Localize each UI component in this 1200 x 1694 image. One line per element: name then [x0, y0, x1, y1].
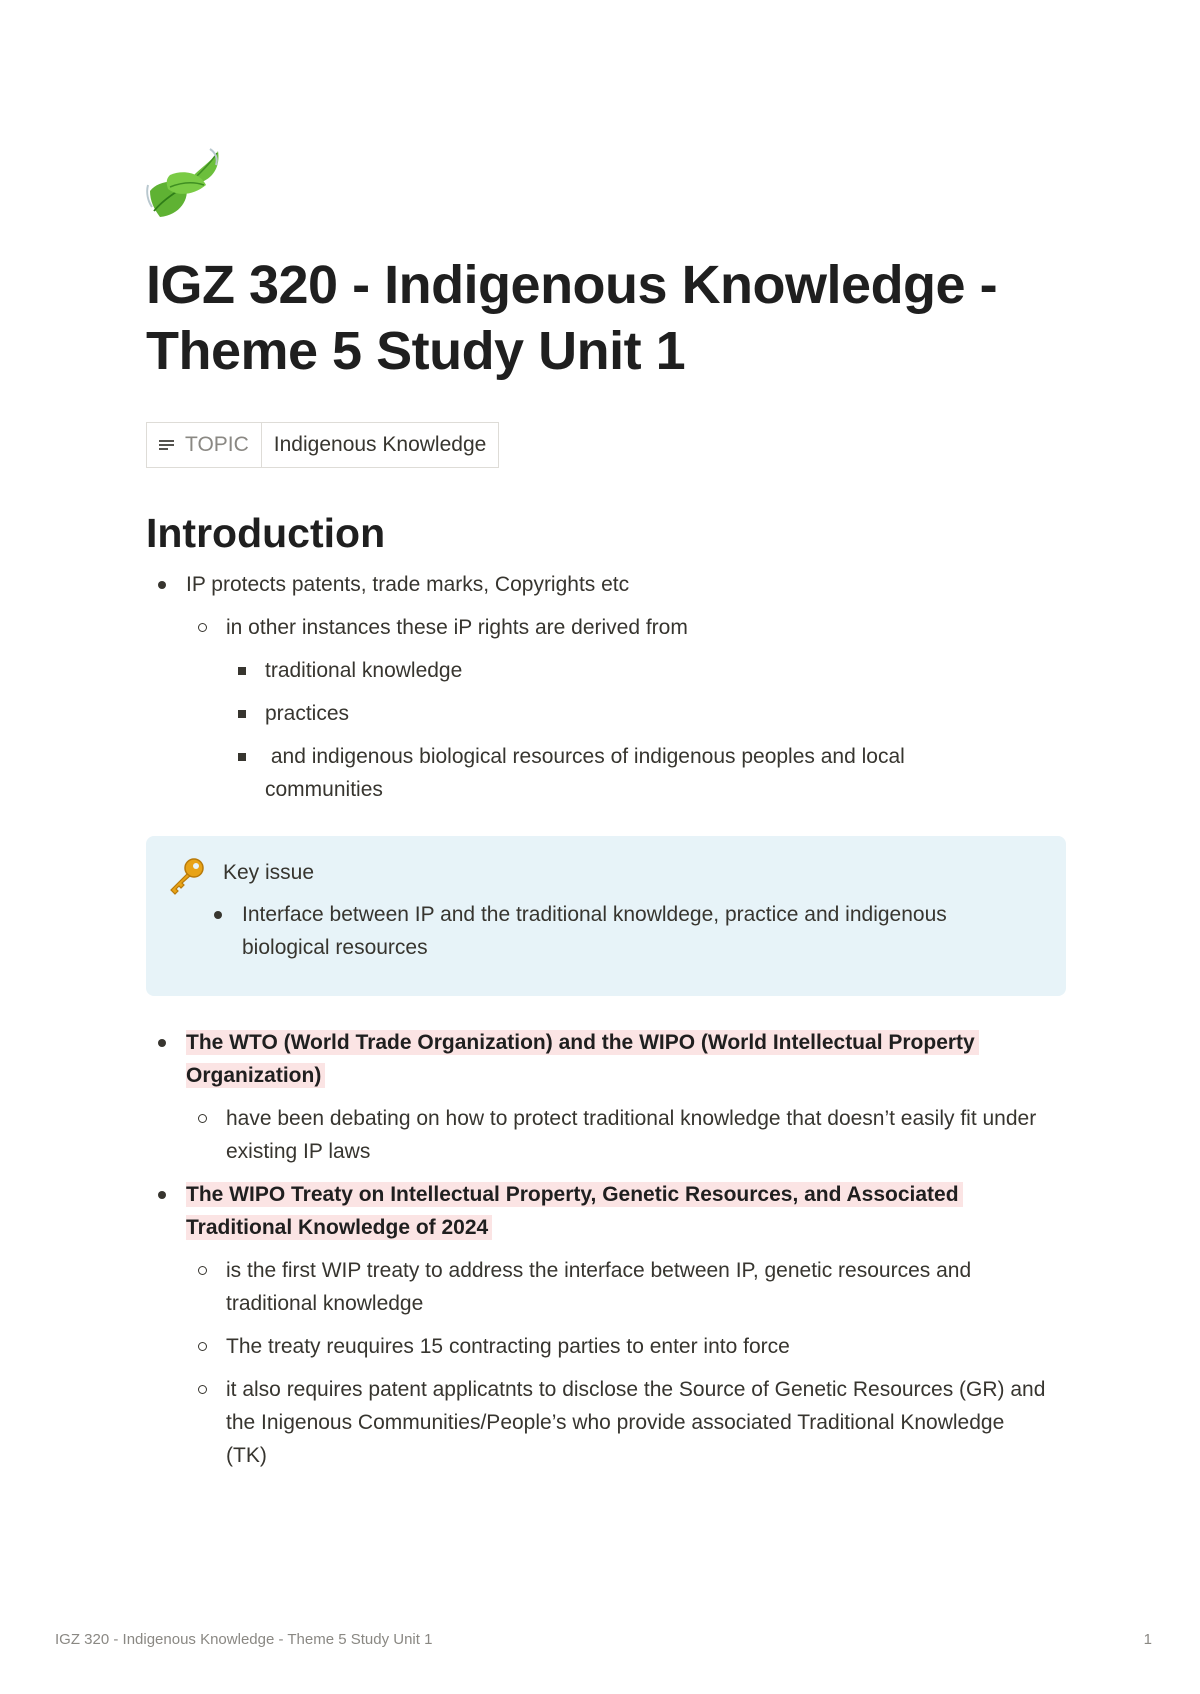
treaty-list — [146, 1026, 1066, 1472]
list-item: traditional knowledge — [146, 654, 1066, 687]
bullet-dot — [214, 911, 222, 919]
bullet-square — [238, 753, 246, 761]
footer-page-number: 1 — [1143, 1631, 1152, 1648]
page-title-line-2: Theme 5 Study Unit 1 — [146, 321, 686, 381]
list-item — [146, 1026, 1066, 1092]
bullet-ring — [198, 1385, 207, 1394]
bullet-ring — [198, 1342, 207, 1351]
bullet-dot — [158, 581, 166, 589]
bullet-ring — [198, 1266, 207, 1275]
page-title-line-1: IGZ 320 - Indigenous Knowledge - — [146, 255, 998, 315]
bullet-square — [238, 710, 246, 718]
introduction-list — [146, 568, 1066, 806]
highlighted-text: The WTO (World Trade Organization) and the WIPO (World Intellectual Property Organization) — [186, 1030, 979, 1088]
list-item: is the first WIP treaty to address the interface between IP, genetic resources and traditional knowledge — [146, 1254, 1066, 1320]
list-item: in other instances these iP rights are derived from — [146, 611, 1066, 644]
list-item — [146, 1178, 1066, 1244]
list-item: IP protects patents, trade marks, Copyrights etc — [146, 568, 1066, 601]
property-value-topic[interactable]: Indigenous Knowledge — [273, 433, 487, 456]
bullet-ring — [198, 623, 207, 632]
list-item: practices — [146, 697, 1066, 730]
list-item: have been debating on how to protect traditional knowledge that doesn’t easily fit under existing IP laws — [146, 1102, 1066, 1168]
list-item: Interface between IP and the traditional knowldege, practice and indigenous biological resources — [105, 898, 1040, 964]
footer-title: IGZ 320 - Indigenous Knowledge - Theme 5 Study Unit 1 — [55, 1631, 433, 1648]
property-key-topic[interactable] — [147, 423, 262, 467]
bullet-dot — [158, 1191, 166, 1199]
list-item: The treaty reuquires 15 contracting parties to enter into force — [146, 1330, 1066, 1363]
callout-title: Key issue — [223, 861, 315, 884]
bullet-square — [238, 667, 246, 675]
page-title — [146, 252, 1066, 384]
section-heading-introduction: Introduction — [146, 510, 386, 556]
page-footer — [55, 1631, 1152, 1648]
bullet-ring — [198, 1114, 207, 1123]
list-item: it also requires patent applicatnts to disclose the Source of Genetic Resources (GR) and the Inigenous Communities/People’s who provide associated Traditional Knowledge (TK) — [146, 1373, 1066, 1472]
list-item: and indigenous biological resources of indigenous peoples and local communities — [146, 740, 1066, 806]
leaf-icon — [144, 145, 224, 225]
property-key-label: TOPIC — [185, 433, 249, 456]
bullet-dot — [158, 1039, 166, 1047]
key-issue-callout — [146, 836, 1066, 996]
callout-list — [105, 898, 1040, 964]
document-page — [146, 145, 1066, 1472]
key-icon — [166, 856, 206, 896]
text-lines-icon — [159, 438, 175, 452]
highlighted-text: The WIPO Treaty on Intellectual Property, Genetic Resources, and Associated Traditional Knowledge of 2024 — [186, 1182, 963, 1240]
property-table — [146, 422, 499, 468]
